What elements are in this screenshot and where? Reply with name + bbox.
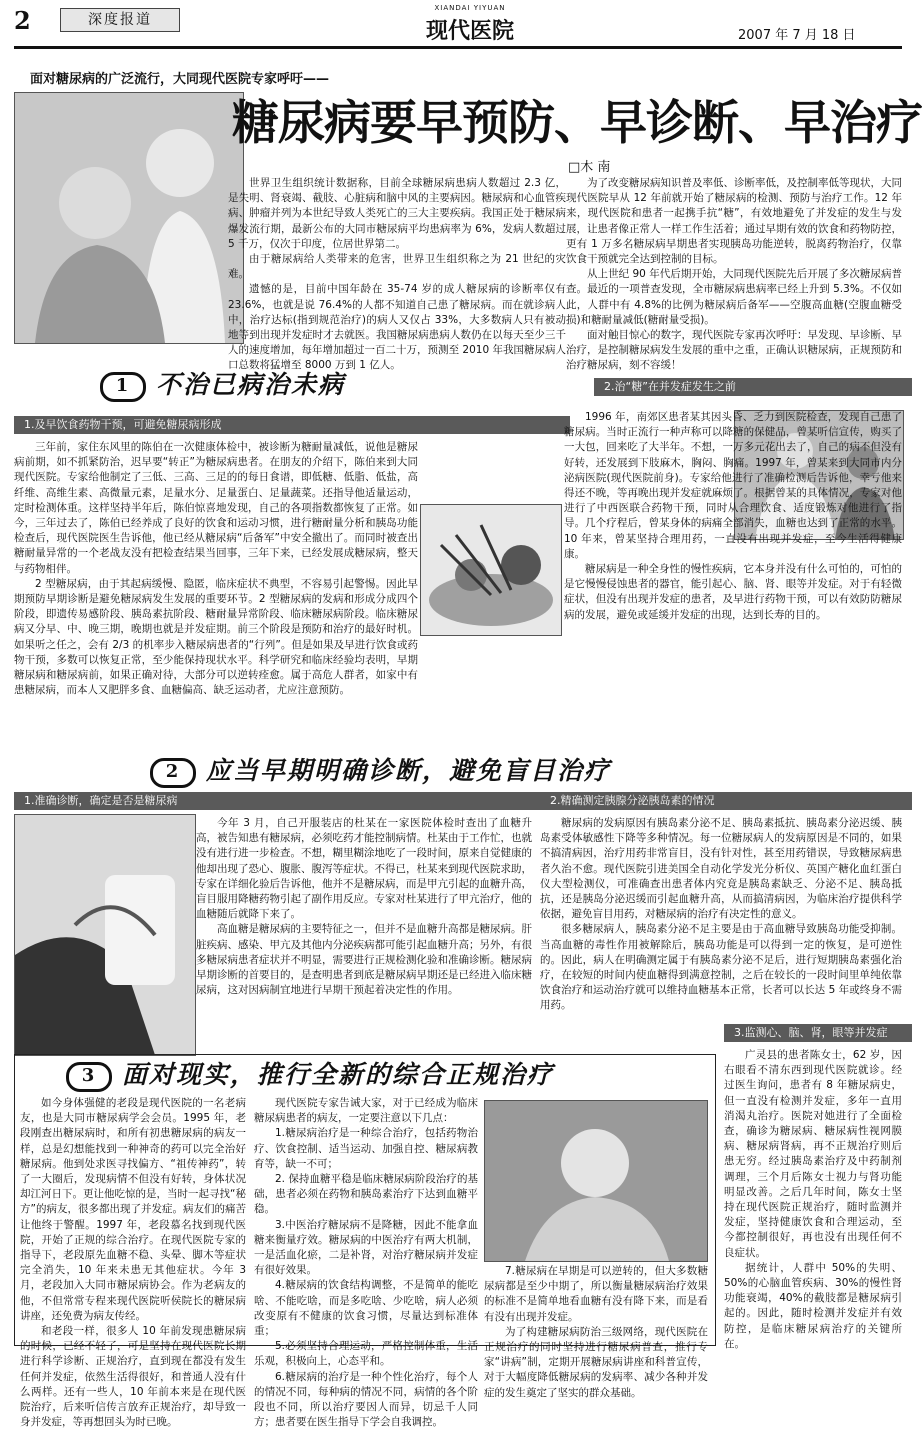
section1-sub1-text xyxy=(14,440,418,750)
section3-paragraph: 6.糖尿病的治疗是一种个性化治疗，每个人的情况不同，每种病的情况不同，病情的各个阶段也不同，所以治疗要因人而异，切忌千人同方；患者要在医生指导下学会自我调控。 xyxy=(254,1370,478,1429)
lead-paragraph: 从上世纪 90 年代后期开始，大同现代医院先后开展了多次糖尿病普查。最近的一项普查发现，全市糖尿病患病率已经上升到 5.3%。不仅如此，人群中有 4.8%的比例为糖尿病后备军——空腹高血糖(空腹血糖受损)和糖耐量减低(糖耐量受损)。 xyxy=(566,268,902,326)
section3-paragraph: 3.中医治疗糖尿病不是降糖，因此不能拿血糖来衡量疗效。糖尿病的中医治疗有两大机制，一是活血化瘀，二是补肾，对治疗糖尿病并发症有很好效果。 xyxy=(254,1218,478,1277)
masthead-rule xyxy=(14,46,902,49)
section2-title xyxy=(150,754,611,788)
section3-paragraph: 5.必须坚持合理运动，严格控制体重，生活乐观，积极向上，心态平和。 xyxy=(254,1340,478,1368)
sidebar-heading: 3.监测心、脑、肾，眼等并发症 xyxy=(724,1024,912,1042)
lead-paragraph: 世界卫生组织统计数据称，目前全球糖尿病患病人数超过 2.3 亿，是失明、肾衰竭、截肢、心脏病和脑中风的主要病因。糖尿病和心血管疾病、肿瘤并列为本世纪导致人类死亡的三大主要疾病。我国正处于糖尿病爆发流行期，最新公布的大同市糖尿病平均患病率为 6%，发病人数超过 5 千万，仅次于印度，位居世界第二。 xyxy=(228,177,566,250)
lead-paragraph: 面对触目惊心的数字，现代医院专家再次呼吁：早发现、早诊断、早治疗，是控制糖尿病发生发展的重中之重，正确认识糖尿病，正规预防和治疗糖尿病，刻不容缓！ xyxy=(566,329,902,372)
section3-paragraph: 现代医院专家告诫大家，对于已经成为临床糖尿病患者的病友，一定要注意以下几点： xyxy=(254,1097,478,1125)
elderly-couple-photo xyxy=(14,92,244,344)
kicker: 面对糖尿病的广泛流行，大同现代医院专家呼吁—— xyxy=(30,72,330,87)
lead-paragraph: 由于糖尿病给人类带来的危害，世界卫生组织称之为 21 世纪的灾难。 xyxy=(228,253,566,281)
section3-paragraph: 7.糖尿病在早期是可以逆转的，但大多数糖尿病都是至少中期了，所以衡量糖尿病治疗效果的标准不是简单地看血糖有没有降下来，而是看有没有出现并发症。 xyxy=(484,1265,708,1323)
lead-column-2 xyxy=(566,176,902,372)
section3-paragraph: 和老段一样，很多人 10 年前发现患糖尿病的时候，已经不轻了，可是坚持在现代医院长期进行科学诊断、正规治疗，直到现在都没有发生任何并发症，依然生活得很好，和普通人没有什么两样。还有一些人，10 年前本来是在现代医院治疗，后来听信传言放弃正规治疗，却导致一身并发症，等再想回头为时已晚。 xyxy=(20,1325,246,1429)
issue-date: 2007 年 7 月 18 日 xyxy=(738,28,856,43)
vegetables-photo xyxy=(420,504,562,636)
couple-illustration xyxy=(15,93,243,343)
section3-title-text: 面对现实，推行全新的综合正规治疗 xyxy=(122,1060,555,1089)
section2-sub1-paragraph: 今年 3 月，自己开服装店的杜某在一家医院体检时查出了血糖升高，被告知患有糖尿病，必须吃药才能控制病情。杜某由于工作忙，也就没有进行进一步检查。不想，糊里糊涂地吃了一段时间，原来自觉健康的他却出现了恐心、腹胀、腹泻等症状。不得已，杜某来到现代医院求助，专家在详细化验后告诉他，他并不是糖尿病，而是甲亢引起的血糖升高，盲目服用降糖药物引起了副作用反应。专家对杜某进行了甲亢治疗，他的血糖随后就降下来了。 xyxy=(196,817,532,921)
section2-sub2-heading: 2.精确测定胰腺分泌胰岛素的情况 xyxy=(540,792,912,810)
sidebar-paragraph: 广灵县的患者陈女士，62 岁，因右眼看不清东西到现代医院就诊。经过医生询问，患者有 8 年糖尿病史，但一直没有检测并发症，多年一直用消渴丸治疗。医院对她进行了全面检查，确诊为糖尿病、糖尿病性视网膜病、糖尿病肾病，再不正规治疗则后患无穷。经过胰岛素治疗及中药制剂调理，三个月后陈女士视力与肾功能明显改善。之后几年时间，陈女士坚持在现代医院正规治疗，随时监测并发症，坚持健康饮食和合理运动，至今都控制很好，再也没有出现任何不良症状。 xyxy=(724,1049,902,1259)
section1-sub1-heading: 1.及早饮食药物干预，可避免糖尿病形成 xyxy=(14,416,570,434)
lead-paragraph: 遗憾的是，目前中国年龄在 35-74 岁的成人糖尿病的诊断率仅有 23.6%，也就是说 76.4%的人都不知道自己患了糖尿病。而在就诊病人中，治疗达标(指到规范治疗)的病人又仅占 33%，大多数病人只有被动地等到出现并发症时才去就医。我国糖尿病患病人数仍在以每天至少三千人的速度增加，每年增加超过一百二十万，预测至 2010 年我国糖尿病人口总数将猛增至 8000 万到 1 亿人。 xyxy=(228,283,566,372)
section1-number: 1 xyxy=(100,372,146,402)
masthead-pinyin: XIANDAI YIYUAN xyxy=(434,4,506,12)
paper-name: 现代医院 xyxy=(425,18,514,44)
page-number: 2 xyxy=(14,6,31,35)
doctor-illustration xyxy=(15,815,195,1055)
section2-sub1-heading: 1.准确诊断，确定是否是糖尿病 xyxy=(14,792,540,810)
section3-paragraph: 如今身体强健的老段是现代医院的一名老病友，也是大同市糖尿病学会会员。1995 年，老段刚查出糖尿病时，和所有初患糖尿病的病友一样，总是幻想能找到一种神奇的药可以完全治好糖尿病。他到处求医寻找偏方、“祖传神药”，转了一大圈后，发现病情不但没有好转，身体状况却江河日下。更让他吃惊的是，当时一起寻找“秘方”的病友，很多都出现了并发症。病友们的痛苦让他终于警醒。1997 年，老段慕名找到现代医院，开始了正规的综合治疗。在现代医院专家的指导下，老段原先血糖不稳、头晕、脚木等症状完全消失，10 年来未患无其他症状。今年 3 月，老段加入大同市糖尿病协会。作为老病友的他，不但常常专程来现代医院听侯院长的糖尿病讲座，还免费为病友传经。 xyxy=(20,1097,246,1322)
section3-column-2 xyxy=(254,1096,478,1429)
section2-title-text: 应当早期明确诊断，避免盲目治疗 xyxy=(206,756,612,785)
section3-column-1 xyxy=(20,1096,246,1429)
section2-sub2-paragraph: 很多糖尿病人，胰岛素分泌不足主要是由于高血糖导致胰岛功能受抑制。当高血糖的毒性作用被解除后，胰岛功能是可以得到一定的恢复，是可逆性的。因此，病人在明确测定属于有胰岛素分泌不足后，进行短期胰岛素强化治疗，在较短的时间内使血糖得到满意控制，之后在较长的一段时间里单纯依靠饮食治疗和运动治疗就可以维持血糖基本正常，长者可以长达 5 年或终身不需用药。 xyxy=(540,923,902,1012)
sidebar-paragraph: 据统计，人群中 50%的失明、50%的心脑血管疾病、30%的慢性肾功能衰竭，40%的截肢都是糖尿病引起的。因此，随时检测并发症并有效防控，是临床糖尿病治疗的关键所在。 xyxy=(724,1261,902,1350)
section3-paragraph: 4.糖尿病的饮食结构调整，不是简单的能吃啥、不能吃啥，而是多吃啥、少吃啥，病人必须改变原有不健康的饮食习惯，尽量达到标准体重； xyxy=(254,1279,478,1338)
section3-title xyxy=(66,1058,554,1092)
section3-number: 3 xyxy=(66,1062,112,1092)
section3-paragraph: 2. 保持血糖平稳是临床糖尿病阶段治疗的基础，患者必须在药物和胰岛素治疗下达到血糖平稳。 xyxy=(254,1173,478,1216)
section2-sub1-paragraph: 高血糖是糖尿病的主要特征之一，但并不是血糖升高都是糖尿病。肝脏疾病、感染、甲亢及其他内分泌疾病都可能引起血糖升高；另外，有很多糖尿病患者症状并不明显，需要进行正规检测化验和准确诊断。糖尿病早期诊断的首要目的，是查明患者到底是糖尿病早期还是已经进入临床糖尿病，这对因病制宜地进行早期干预起着决定性的作用。 xyxy=(196,923,532,997)
section3-paragraph: 为了构建糖尿病防治三级网络，现代医院在正规治疗的同时坚持进行糖尿病普查，推行专家“讲病”制，定期开展糖尿病讲座和科普宣传，对于大幅度降低糖尿病的发病率、减少各种并发症的发生奠定了坚实的群众基础。 xyxy=(484,1325,708,1399)
section2-number: 2 xyxy=(150,758,196,788)
byline: □木 南 xyxy=(568,160,611,175)
patient-illustration xyxy=(485,1101,707,1261)
section1-sub1-paragraph: 2 型糖尿病，由于其起病缓慢、隐匿，临床症状不典型，不容易引起警惕。因此早期预防早期诊断是避免糖尿病发生发展的重要环节。2 型糖尿病的发病和形成分成四个阶段，即遗传易感阶段、胰岛素抗阶段、糖耐量异常阶段、临床糖尿病阶段。临床糖尿病又分早、中、晚三期，晚期也就是并发症期。前三个阶段是预防和治疗的最好时机。如果听之任之，会有 2/3 的机率步入糖尿病患者的“行列”。但是如果及早进行饮食或药物干预，多数可以恢复正常，至少能保持现状水平。科学研究和临床经验均表明，早期糖尿病和糖尿病前，如果正确对待，大部分可以逆转痊愈。属于高危人群者，如家中有患糖尿病，而本人又肥胖多食、血糖偏高、缺乏运动者，尤应注意预防。 xyxy=(14,577,418,697)
section1-sub2-text xyxy=(564,410,902,750)
lead-paragraph: 为了改变糖尿病知识普及率低、诊断率低，及控制率低等现状，大同现代医院早从 12 年前就开始了糖尿病的检测、预防与治疗工作。12 年来，现代医院和患者一起携手抗“糖”，有效地避免了并发症的发生与发展，让患者像正常人一样工作生活着；通过早期有效的饮食和药物防控，更有 1 万多名糖尿病早期患者实现胰岛功能逆转，脱离药物治疗，仅靠饮食干预就完全达到控制的目标。 xyxy=(566,177,902,266)
section1-sub2-heading: 2.治“糖”在并发症发生之前 xyxy=(594,378,912,396)
section1-sub1-paragraph: 三年前，家住东风里的陈伯在一次健康体检中，被诊断为糖耐量减低，说他是糖尿病前期，如不抓紧防治，迟早要“转正”为糖尿病患者。在朋友的介绍下，陈伯来到大同现代医院。专家给他制定了三低、三高、三足的的每日食谱，即低糖、低脂、低盐，高纤维、高维生素、高微量元素，足量水分、足量蛋白、足量蔬菜。还指导他适量运动，定时检测体重。这样坚持半年后，陈伯惊喜地发现，自己的各项指数都恢复了正常。如今，三年过去了，陈伯已经养成了良好的饮食和运动习惯，进行糖耐量分析和胰岛功能检查后，现代医院医生告诉他，他已经从糖尿病“后备军”中安全撤出了。而同时被查出糖耐量异常的一个老战友没有把检查结果当回事，三年下来，已经发展成糖尿病，整天与药物相伴。 xyxy=(14,441,418,575)
main-headline: 糖尿病要早预防、早诊断、早治疗 xyxy=(232,96,922,151)
section2-sub1-text xyxy=(196,816,532,1056)
section1-title xyxy=(100,368,345,402)
section2-sub2-text xyxy=(540,816,902,1048)
section1-title-text: 不治已病治未病 xyxy=(156,370,346,399)
sidebar-text xyxy=(724,1048,902,1350)
patient-photo xyxy=(484,1100,708,1262)
lead-column-1 xyxy=(228,176,566,372)
section2-sub2-paragraph: 糖尿病的发病原因有胰岛素分泌不足、胰岛素抵抗、胰岛素分泌迟缓、胰岛素受体敏感性下降等多种情况。每一位糖尿病人的发病原因是不同的，如果不搞清病因，治疗用药非常盲目，没有针对性，甚至用药错误，导致糖尿病患者久治不愈。现代医院引进美国全自动化学发光分析仪、英国产糖化血红蛋白仪大型检测仪，可准确查出患者体内究竟是胰岛素缺乏、分泌不足、胰岛抵抗，还是胰岛分泌迟缓而引起血糖升高，从而搞清病因，为临床治疗提供科学依据，避免盲目用药，对糖尿病的治疗有决定性的意义。 xyxy=(540,817,902,921)
section3-column-3 xyxy=(484,1264,708,1399)
section-tag: 深度报道 xyxy=(60,8,180,32)
section1-sub2-paragraph: 糖尿病是一种全身性的慢性疾病，它本身并没有什么可怕的，可怕的是它慢慢侵蚀患者的器官，能引起心、脑、肾、眼等并发症。对于有轻微症状，但没有出现并发症的患者，及早进行药物干预，可以有效防防糖尿病的发展，避免或延缓并发症的出现，达到长寿的目的。 xyxy=(564,563,902,621)
vegetables-illustration xyxy=(421,505,561,635)
section1-sub2-paragraph: 1996 年，南郊区患者某其因头昏、乏力到医院检查，发现自己患了糖尿病。当时正流行一种声称可以降糖的保健品，曾某听信宣传，购买了一大包，回来吃了大半年。不想，一万多元花出去了，自己的病不但没有好转，还发展到下肢麻木，胸闷、胸痛。1997 年，曾某来到大同市内分泌病医院(现代医院前身)。专家给他进行了准确检测后告诉他，幸亏他来得还不晚，等再晚出现并发症就麻烦了。根据曾某的具体情况，专家对他进行了中西医联合药物干预，同时从合理饮食、适度锻炼对他进行了指导。几个疗程后，曾某身体的病痛全部消失，血糖也达到了正常的水平。10 年来，曾某坚持合理用药，一直没有出现并发症，至今生活得健康康。 xyxy=(564,411,902,560)
section3-paragraph: 1.糖尿病治疗是一种综合治疗，包括药物治疗、饮食控制、适当运动、加强自控、糖尿病教育等，缺一不可； xyxy=(254,1127,478,1170)
doctor-photo xyxy=(14,814,196,1056)
